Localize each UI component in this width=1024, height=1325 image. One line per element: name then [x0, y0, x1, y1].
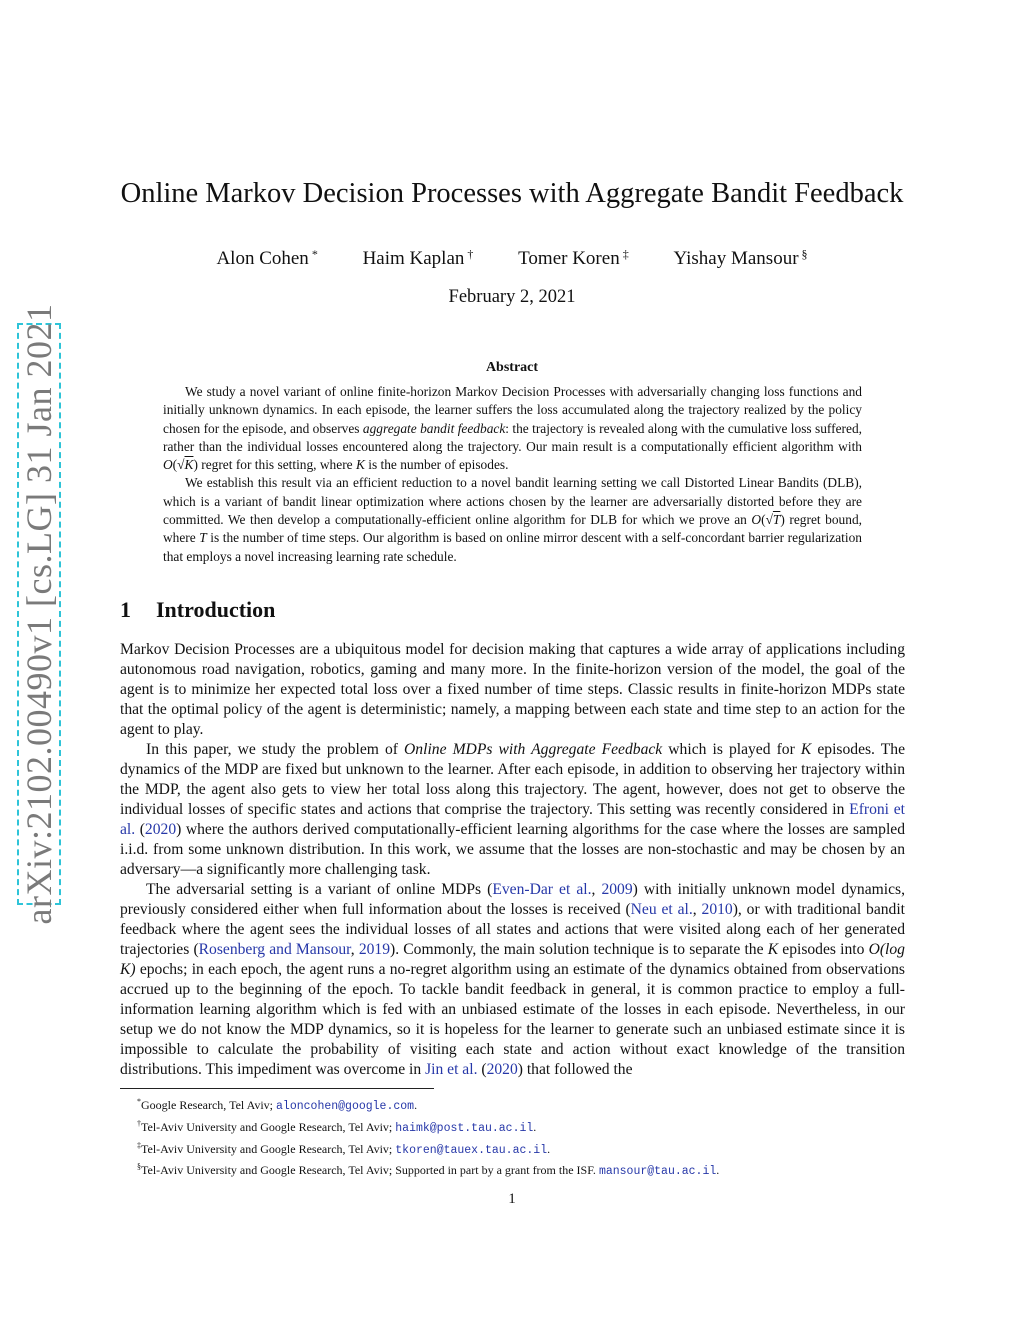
page-number: 1 [508, 1191, 516, 1207]
citation-year-link[interactable]: 2020 [144, 821, 177, 838]
footnote-divider [120, 1088, 434, 1089]
math-regret-k: O(√K) [163, 457, 198, 473]
introduction-body [120, 640, 905, 1080]
email-link[interactable]: tkoren@tauex.tau.ac.il [395, 1143, 548, 1157]
author: Alon Cohen * [216, 247, 318, 269]
citation-year-link[interactable]: 2019 [358, 941, 390, 958]
abstract-paragraph: We study a novel variant of online finite-horizon Markov Decision Processes with adversarially changing loss functions and initially unknown dynamics. In each episode, the learner suffers the loss accumulated along the trajectory realized by the policy chosen for the episode, and observes aggregate bandit feedback: the trajectory is revealed along with the cumulative loss suffered, rather than the individual losses encountered along the trajectory. Our main result is a computationally efficient algorithm with O(√K) regret for this setting, where K is the number of episodes. [163, 384, 862, 473]
citation-link[interactable]: Efroni et al. [120, 801, 905, 838]
math-regret-t: O(√T) [751, 512, 785, 528]
abstract-body [163, 383, 862, 566]
author: Tomer Koren ‡ [518, 247, 629, 269]
citation-link[interactable]: Even-Dar et al. [492, 881, 592, 898]
citation-year-link[interactable]: 2020 [486, 1061, 518, 1078]
publication-date: February 2, 2021 [448, 287, 576, 307]
author: Haim Kaplan † [362, 247, 474, 269]
abstract-paragraph: We establish this result via an efficient reduction to a novel bandit learning setting we call Distorted Linear Bandits (DLB), which is a variant of bandit linear optimization where actions chosen by the learner are adversarially distorted before they are committed. We then develop a computationally-efficient online algorithm for DLB for which we prove an O(√T) regret bound, where T is the number of time steps. Our algorithm is based on online mirror descent with a self-concordant barrier regularization that employs a novel increasing learning rate schedule. [163, 475, 862, 564]
arxiv-sidebar-stamp [17, 303, 61, 925]
footnote: †Tel-Aviv University and Google Research, Tel Aviv; haimk@post.tau.ac.il. [137, 1118, 537, 1135]
email-link[interactable]: mansour@tau.ac.il [598, 1165, 717, 1179]
citation-link[interactable]: Neu et al. [630, 901, 693, 918]
footnote: §Tel-Aviv University and Google Research, Tel Aviv; Supported in part by a grant from the ISF. mansour@tau.ac.il. [137, 1162, 720, 1179]
footnote: *Google Research, Tel Aviv; aloncohen@google.com. [137, 1097, 418, 1113]
citation-link[interactable]: Rosenberg and Mansour [198, 941, 351, 958]
arxiv-id: arXiv:2102.00490v1 [cs.LG] 31 Jan 2021 [19, 303, 59, 925]
abstract-heading: Abstract [485, 360, 539, 375]
author: Yishay Mansour § [673, 247, 808, 269]
body-paragraph: The adversarial setting is a variant of online MDPs (Even-Dar et al., 2009) with initially unknown model dynamics, previously considered either when full information about the losses is received (Neu et al., 2010), or with traditional bandit feedback where the agent sees the individual losses of all states and actions that were visited along each of her generated trajectories (Rosenberg and Mansour, 2019). Commonly, the main solution technique is to separate the K episodes into O(log K) epochs; in each epoch, the agent runs a no-regret algorithm using an estimate of the dynamics obtained from observations accrued up to the beginning of the epoch. To tackle bandit feedback in general, it is common practice to employ a full-information learning algorithm which is fed with an unbiased estimate of the losses in each episode. Nevertheless, in our setup we do not know the MDP dynamics, so it is hopeless for the learner to generate such an unbiased estimate since it is impossible to calculate the probability of visiting each state and action without exact knowledge of the transition distributions. This impediment was overcome in Jin et al. (2020) that followed the [120, 881, 906, 1078]
citation-year-link[interactable]: 2010 [701, 901, 733, 918]
author-list [0, 247, 1024, 270]
footnotes [120, 1094, 719, 1181]
citation-link[interactable]: Jin et al. [425, 1061, 478, 1078]
citation-year-link[interactable]: 2009 [601, 881, 633, 898]
body-paragraph: In this paper, we study the problem of Online MDPs with Aggregate Feedback which is played for K episodes. The dynamics of the MDP are fixed but unknown to the learner. After each episode, in addition to observing her trajectory within the MDP, the agent also gets to view her total loss along this trajectory. The agent, however, does not get to observe the individual losses of specific states and actions that comprise the trajectory. This setting was recently considered in Efroni et al. (2020) where the authors derived computationally-efficient learning algorithms for the case where the losses are sampled i.i.d. from some unknown distribution. In this work, we assume that the losses are non-stochastic and may be chosen by an adversary—a significantly more challenging task. [120, 741, 906, 878]
email-link[interactable]: aloncohen@google.com [276, 1100, 415, 1113]
section-heading: 1 Introduction [120, 597, 276, 622]
email-link[interactable]: haimk@post.tau.ac.il [395, 1121, 534, 1135]
footnote: ‡Tel-Aviv University and Google Research, Tel Aviv; tkoren@tauex.tau.ac.il. [137, 1140, 551, 1157]
paper-title: Online Markov Decision Processes with Aggregate Bandit Feedback [120, 178, 904, 209]
body-paragraph: Markov Decision Processes are a ubiquitous model for decision making that captures a wide array of applications including autonomous road navigation, robotics, gaming and many more. In the finite-horizon version of the model, the goal of the agent is to minimize her expected total loss over a fixed number of time steps. Classic results in finite-horizon MDPs state that the optimal policy of the agent is deterministic; namely, a mapping between each state and time step to an action for the agent to play. [120, 641, 905, 738]
